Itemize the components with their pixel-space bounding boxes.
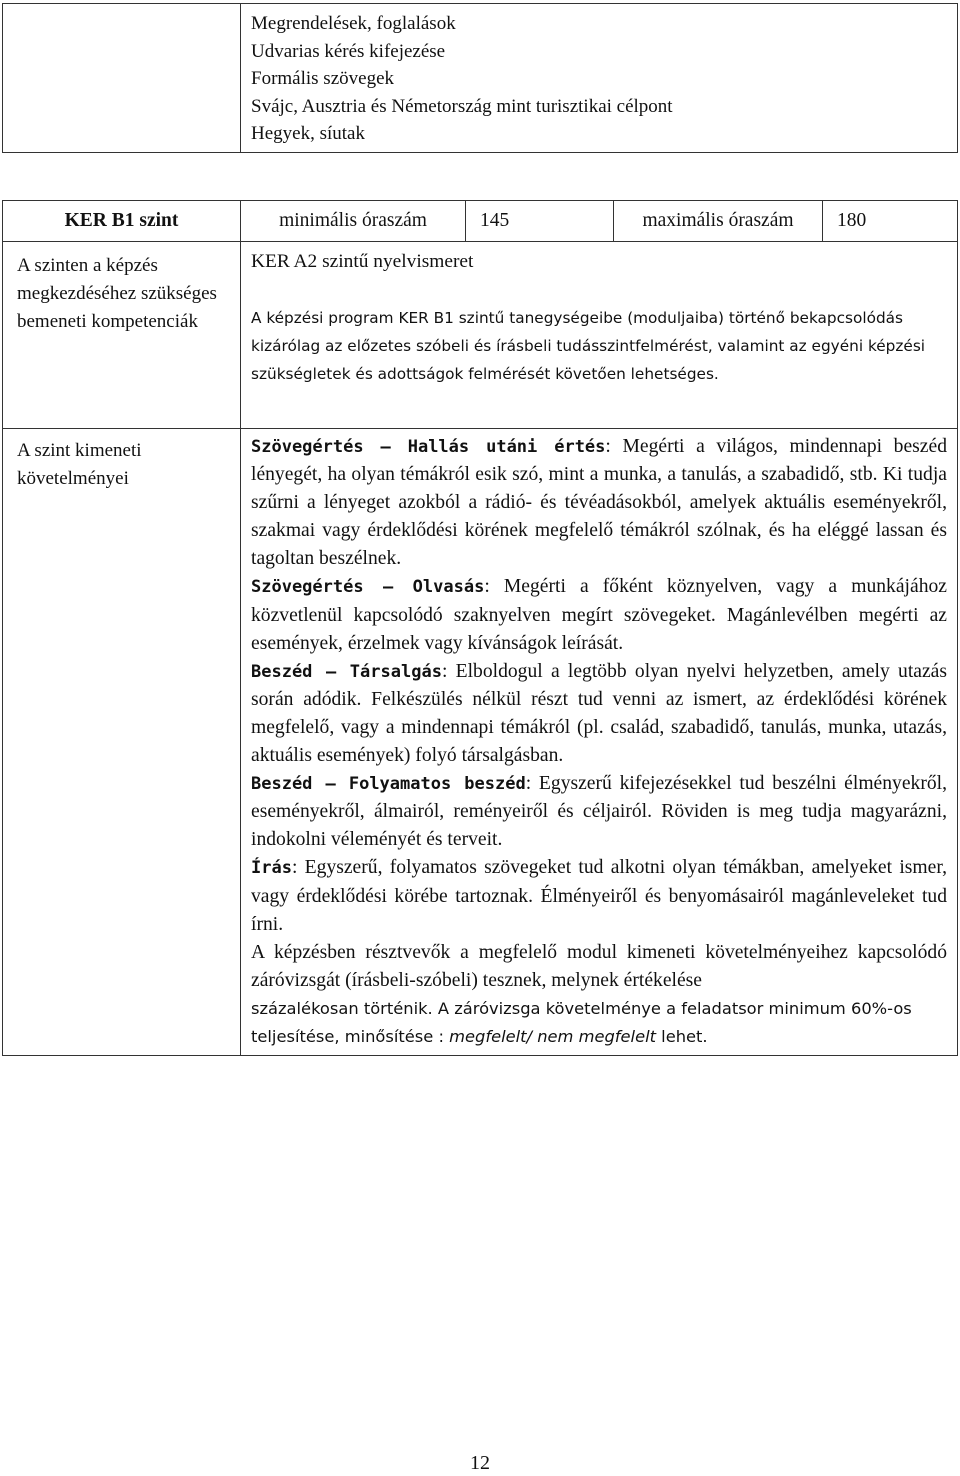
entry-content (241, 242, 958, 429)
topic-item: Hegyek, síutak (251, 123, 365, 144)
topics-table (2, 3, 958, 153)
topic-item: Svájc, Ausztria és Németország mint turisztikai célpont (251, 95, 673, 117)
listening-paragraph (251, 433, 947, 573)
entry-row (3, 242, 958, 429)
topics-empty-cell (3, 4, 241, 153)
speech-text: : Egyszerű kifejezésekkel tud beszélni élményekről, eseményekről, álmairól, reményeiről és céljairól. Röviden is meg tudja magyarázni, indokolni véleményét és terveit. (251, 773, 948, 851)
reading-text: : Megérti a főként köznyelven, vagy a munkájához közvetlenül kapcsolódó szaknyelven megírt szövegeket. Magánlevélben megérti az események, érzelmek vagy kívánságok leírását. (251, 576, 947, 654)
page-number: 12 (470, 1452, 490, 1474)
outcomes-label: A szint kimeneti követelményei (3, 429, 241, 1056)
max-hours-label: maximális óraszám (614, 201, 823, 242)
outcomes-row (3, 429, 958, 1056)
level-header-row (3, 201, 958, 242)
exam-paragraph-2 (251, 995, 947, 1051)
writing-paragraph (251, 854, 947, 938)
topic-item: Formális szövegek (251, 68, 395, 89)
writing-title: Írás (251, 858, 292, 879)
listening-text: : Megérti a világos, mindennapi beszéd lényegét, ha olyan témákról esik szó, mint a munka, a tanulás, a szabadidő, stb. Ki tudja szűrni a lényeget azokból a rádió- és tévéadásokból, amelyek aktuális eseményekről, szakmai vagy érdeklődési körének megfelelő témákról szólnak, és ha eléggé lassan és tagoltan beszélnek. (251, 436, 947, 570)
topic-item: Udvarias kérés kifejezése (251, 40, 446, 62)
level-name: KER B1 szint (3, 201, 241, 242)
level-table (2, 200, 958, 1056)
listening-title: Szövegértés – Hallás utáni értés (251, 437, 606, 457)
entry-label: A szinten a képzés megkezdéséhez szükséges bemeneti kompetenciák (3, 242, 241, 429)
conversation-paragraph (251, 658, 947, 770)
exam-paragraph: A képzésben résztvevők a megfelelő modul kimeneti követelményeihez kapcsolódó záróvizsgát (írásbeli-szóbeli) tesznek, melynek értékelése (251, 941, 947, 991)
conversation-title: Beszéd – Társalgás (251, 661, 442, 682)
reading-paragraph (251, 573, 947, 657)
writing-text: : Egyszerű, folyamatos szövegeket tud alkotni olyan témákban, amelyeket ismer, vagy érdeklődési körébe tartoznak. Élményeiről és benyomásairól magánleveleket tud írni. (251, 857, 947, 935)
conversation-text: : Elboldogul a legtöbb olyan nyelvi helyzetben, amely utazás során adódik. Felkészülés nélkül részt tud venni az ismert, az érdeklődési körének megfelelő, vagy a mindennapi témákról (pl. család, szabadidő, tanulás, munka, utazás, aktuális események) folyó társalgásban. (251, 660, 948, 767)
topics-cell (241, 4, 958, 153)
min-hours-value: 145 (466, 201, 614, 242)
topic-item: Megrendelések, foglalások (251, 13, 456, 34)
min-hours-label: minimális óraszám (241, 201, 466, 242)
reading-title: Szövegértés – Olvasás (251, 577, 485, 598)
entry-title: KER A2 szintű nyelvismeret (251, 251, 474, 272)
exam-evaluation: megfelelt/ nem megfelelt (449, 1026, 656, 1046)
speech-title: Beszéd – Folyamatos beszéd (251, 774, 526, 795)
exam-end: lehet. (656, 1026, 708, 1046)
max-hours-value: 180 (823, 201, 958, 242)
speech-paragraph (251, 770, 947, 854)
exam-text: százalékosan történik. A záróvizsga követelménye a feladatsor minimum 60%-os teljesítése, minősítése : (251, 998, 912, 1046)
entry-text: A képzési program KER B1 szintű tanegységeibe (moduljaiba) történő bekapcsolódás kizárólag az előzetes szóbeli és írásbeli tudásszintfelmérést, valamint az egyéni képzési szükségletek és adottságok felmérését követően lehetséges. (251, 309, 926, 384)
outcomes-content (241, 429, 958, 1056)
